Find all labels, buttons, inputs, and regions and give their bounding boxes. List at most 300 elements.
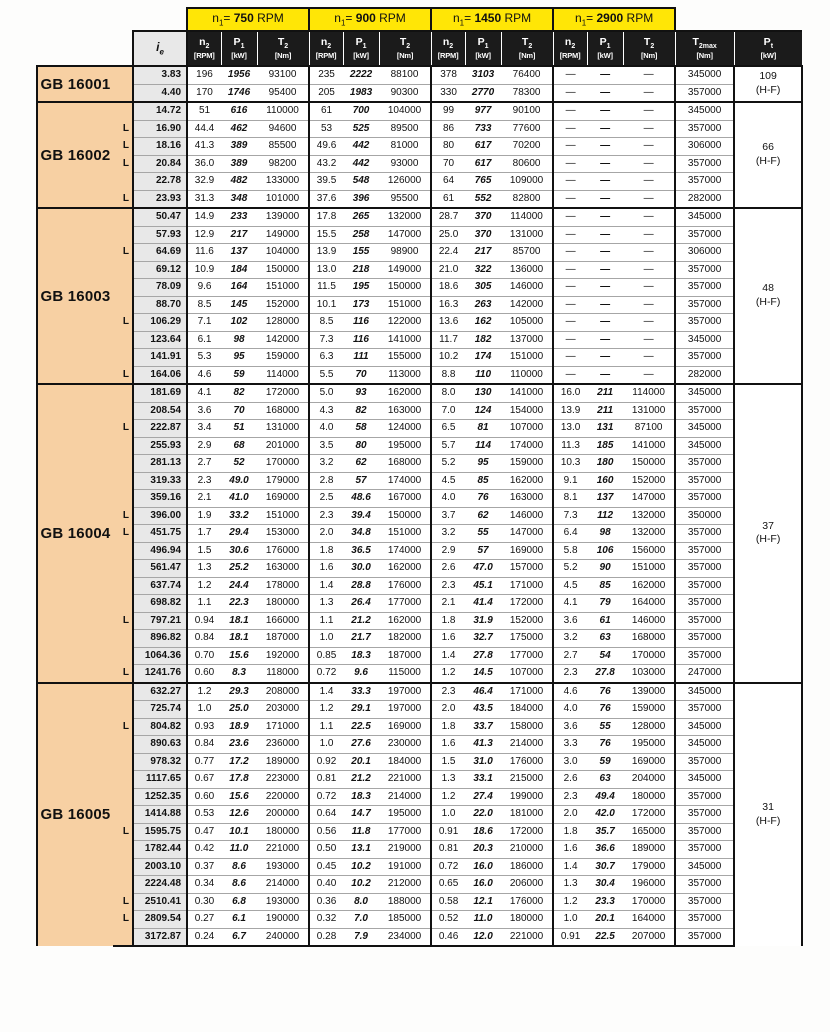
t2-value: 189000 [257,753,309,771]
p1-value: 8.6 [221,876,257,894]
p1-column-header: $P_1$ [kW] [343,31,379,66]
n2-value: — [553,190,587,208]
pt-note: (H-F) [755,533,781,546]
t2-value: 172000 [623,806,675,824]
ie-symbol: i [156,40,160,55]
t2-value: 152000 [501,612,553,630]
p1-value: 20.1 [587,911,623,929]
n2-value: 1.4 [309,683,343,701]
p1-value: 82 [221,384,257,402]
t2-value: 90300 [379,84,431,102]
p1-value: 552 [465,190,501,208]
t2-value: 186000 [501,858,553,876]
ie-value: 181.69 [133,384,187,402]
t2max-value: 345000 [675,420,734,438]
l-marker [113,402,133,420]
n2-value: 7.0 [431,402,465,420]
p1-value: 11.0 [221,841,257,859]
t2-value: 195000 [379,806,431,824]
t2-value: 168000 [623,630,675,648]
p1-value: 8.3 [221,665,257,683]
t2-value: — [623,190,675,208]
t2max-value: 357000 [675,823,734,841]
t2-value: 146000 [623,612,675,630]
t2-value: 221000 [501,928,553,946]
p1-value: 48.6 [343,490,379,508]
p1-value: 49.4 [587,788,623,806]
n2-value: 1.0 [309,736,343,754]
t2max-value: 350000 [675,507,734,525]
p1-value: 130 [465,384,501,402]
n2-value: 235 [309,66,343,84]
p1-value: 54 [587,647,623,665]
n2-value: 0.91 [553,928,587,946]
ie-value: 978.32 [133,753,187,771]
n2-value: — [553,349,587,367]
t2-value: 131000 [623,402,675,420]
n2-value: 0.84 [187,736,221,754]
pt-value [734,102,802,208]
t2-value: 149000 [379,261,431,279]
l-marker: L [113,366,133,384]
n2-column-header: $n_2$ [RPM] [431,31,465,66]
l-marker [113,595,133,613]
p1-value: 370 [465,226,501,244]
n2-column-header: $n_2$ [RPM] [553,31,587,66]
t2-value: 180000 [501,911,553,929]
table-row [37,507,802,525]
p1-value: 76 [587,736,623,754]
t2-column-header: $T_2$ [Nm] [501,31,553,66]
l-marker [113,384,133,402]
p1-value: 3103 [465,66,501,84]
p1-value: 6.8 [221,893,257,911]
n2-value: 2.3 [309,507,343,525]
l-marker: L [113,155,133,173]
ie-value: 23.93 [133,190,187,208]
table-row [37,911,802,929]
t2-value: 124000 [379,420,431,438]
p1-value: 41.4 [465,595,501,613]
n2-value: 1.0 [309,630,343,648]
t2-value: 187000 [379,647,431,665]
n2-value: 0.27 [187,911,221,929]
n2-value: 7.3 [309,331,343,349]
rpm-750-header [187,8,309,31]
n2-value: 25.0 [431,226,465,244]
t2-value: 196000 [623,876,675,894]
n2-value: 0.53 [187,806,221,824]
l-marker [113,788,133,806]
p1-value: 160 [587,472,623,490]
pt-note: (H-F) [755,296,781,308]
rpm-1450-header [431,8,553,31]
p1-value: — [587,349,623,367]
t2max-value: 357000 [675,595,734,613]
p1-value: — [587,190,623,208]
rpm-value: 750 [233,11,254,26]
p1-value: 10.2 [343,858,379,876]
l-marker: L [113,525,133,543]
p1-value: 11.8 [343,823,379,841]
l-marker: L [113,893,133,911]
table-row [37,560,802,578]
n2-value: 0.28 [309,928,343,946]
ie-value: 725.74 [133,701,187,719]
t2-value: 113000 [379,366,431,384]
pt-number: 31 [762,801,774,814]
n2-value: 1.0 [187,701,221,719]
t2max-value: 357000 [675,84,734,102]
n2-value: 2.0 [309,525,343,543]
n2-value: 205 [309,84,343,102]
p1-value: — [587,279,623,297]
p1-value: 21.7 [343,630,379,648]
ie-value: 890.63 [133,736,187,754]
n2-value: 0.46 [431,928,465,946]
ie-value: 3172.87 [133,928,187,946]
pt-note: (H-F) [755,84,781,96]
t2-value: — [623,279,675,297]
n2-value: 1.0 [553,911,587,929]
table-row [37,102,802,120]
p1-value: 12.6 [221,806,257,824]
l-marker [113,577,133,595]
t2max-value: 247000 [675,665,734,683]
p1-value: 9.6 [343,665,379,683]
p1-value: 39.4 [343,507,379,525]
n2-value: 61 [431,190,465,208]
p1-value: 25.2 [221,560,257,578]
p1-value: 137 [221,244,257,262]
n2-value: 5.5 [309,366,343,384]
n2-value: 0.72 [309,788,343,806]
ie-value: 50.47 [133,208,187,226]
t2max-column-header: $T_{2max}$ [Nm] [675,31,734,66]
p1-value: 70 [221,402,257,420]
ie-value: 632.27 [133,683,187,701]
n2-value: 64 [431,173,465,191]
n2-value: 4.6 [187,366,221,384]
p1-value: 30.0 [343,560,379,578]
p1-value: 29.1 [343,701,379,719]
p1-value: 185 [587,437,623,455]
n2-value: 3.0 [553,753,587,771]
n2-value: 1.1 [309,612,343,630]
t2-value: 184000 [501,701,553,719]
n2-value: 0.72 [431,858,465,876]
t2-value: 203000 [257,701,309,719]
table-row [37,190,802,208]
pt-value [734,384,802,683]
p1-value: 11.0 [465,911,501,929]
t2-value: 93100 [257,66,309,84]
p1-value: 36.6 [587,841,623,859]
ie-column-header [133,31,187,66]
l-marker [113,560,133,578]
rpm-2900-header [553,8,675,31]
l-marker [113,542,133,560]
t2max-value: 345000 [675,718,734,736]
t2-value: 142000 [257,331,309,349]
ie-value: 222.87 [133,420,187,438]
p1-value: 14.7 [343,806,379,824]
table-row [37,420,802,438]
p1-value: 16.0 [465,858,501,876]
ie-value: 1782.44 [133,841,187,859]
t2-value: 164000 [623,595,675,613]
p1-value: — [587,120,623,138]
n2-value: 9.6 [187,279,221,297]
p1-value: 180 [587,455,623,473]
n2-value: 1.1 [309,718,343,736]
n2-value: 13.0 [309,261,343,279]
t2-value: 163000 [501,490,553,508]
p1-value: 124 [465,402,501,420]
n2-value: 11.6 [187,244,221,262]
p1-value: 41.0 [221,490,257,508]
t2-value: — [623,331,675,349]
t2-value: 109000 [501,173,553,191]
t2max-value: 357000 [675,155,734,173]
n2-value: — [553,279,587,297]
n2-value: 330 [431,84,465,102]
n2-value: 0.81 [309,771,343,789]
group-label: GB 16001 [37,66,113,102]
l-marker [113,928,133,946]
table-row [37,208,802,226]
ie-value: 69.12 [133,261,187,279]
p1-value: 616 [221,102,257,120]
t2-value: — [623,102,675,120]
table-row [37,331,802,349]
n2-value: 3.4 [187,420,221,438]
n2-value: 99 [431,102,465,120]
n2-value: 13.0 [553,420,587,438]
p1-value: — [587,84,623,102]
n1-subscript: 1 [218,18,224,28]
n2-value: 2.7 [187,455,221,473]
n1-symbol: n [452,11,460,26]
group-label: GB 16005 [37,683,113,947]
t2-value: 201000 [257,437,309,455]
t2max-value: 357000 [675,788,734,806]
n2-value: — [553,84,587,102]
p1-value: 51 [221,420,257,438]
p1-value: 93 [343,384,379,402]
p1-value: 174 [465,349,501,367]
pt-note: (H-F) [755,155,781,167]
t2-value: 177000 [501,647,553,665]
n2-value: 2.8 [309,472,343,490]
n2-value: 0.81 [431,841,465,859]
n2-value: 1.8 [309,542,343,560]
ie-value: 797.21 [133,612,187,630]
t2-value: 187000 [257,630,309,648]
p1-value: 10.2 [343,876,379,894]
l-marker [113,173,133,191]
p1-value: 106 [587,542,623,560]
p1-value: 17.8 [221,771,257,789]
n2-value: 2.3 [553,788,587,806]
pt-value [734,683,802,947]
p1-value: 81 [465,420,501,438]
p1-value: 45.1 [465,577,501,595]
ie-value: 88.70 [133,296,187,314]
t2-value: 132000 [623,507,675,525]
header-spacer-left [37,8,187,31]
p1-value: 55 [465,525,501,543]
p1-value: 525 [343,120,379,138]
ie-value: 208.54 [133,402,187,420]
t2-value: 176000 [257,542,309,560]
n2-value: 8.0 [431,384,465,402]
l-marker: L [113,120,133,138]
table-row [37,472,802,490]
t2-value: 176000 [501,893,553,911]
t2-value: — [623,314,675,332]
p1-value: 15.6 [221,647,257,665]
t2-value: 152000 [623,472,675,490]
p1-value: 57 [343,472,379,490]
p1-value: 22.3 [221,595,257,613]
t2-value: 169000 [379,718,431,736]
t2-value: 169000 [501,542,553,560]
t2-value: 190000 [257,911,309,929]
pt-column-header: $P_t$ [kW] [734,31,802,66]
p1-value: 217 [221,226,257,244]
p1-value: 41.3 [465,736,501,754]
n2-value: 2.9 [187,437,221,455]
p1-value: 112 [587,507,623,525]
p1-value: 55 [587,718,623,736]
n2-value: 5.2 [553,560,587,578]
n2-value: 2.9 [431,542,465,560]
n2-value: 0.45 [309,858,343,876]
n1-subscript: 1 [581,18,587,28]
t2-value: — [623,84,675,102]
n2-value: 53 [309,120,343,138]
t2-value: 159000 [623,701,675,719]
t2max-value: 345000 [675,858,734,876]
l-marker: L [113,420,133,438]
l-marker [113,736,133,754]
p1-value: 31.0 [465,753,501,771]
t2-value: 128000 [623,718,675,736]
n2-value: 4.1 [187,384,221,402]
n2-value: 1.6 [431,736,465,754]
t2-value: 174000 [379,472,431,490]
t2max-value: 306000 [675,138,734,156]
n2-value: 12.9 [187,226,221,244]
n2-value: 18.6 [431,279,465,297]
t2-value: 70200 [501,138,553,156]
p1-value: 18.9 [221,718,257,736]
ie-value: 896.82 [133,630,187,648]
t2max-value: 357000 [675,120,734,138]
t2max-value: 357000 [675,753,734,771]
n2-value: 32.9 [187,173,221,191]
n2-value: — [553,155,587,173]
pt-value [734,66,802,102]
p1-value: — [587,102,623,120]
l-marker [113,490,133,508]
t2-value: 169000 [623,753,675,771]
n2-value: 6.3 [309,349,343,367]
t2-value: 150000 [623,455,675,473]
l-marker [113,858,133,876]
t2-value: — [623,138,675,156]
n2-value: 1.3 [309,595,343,613]
p1-value: 8.6 [221,858,257,876]
n2-value: 0.85 [309,647,343,665]
p1-value: — [587,226,623,244]
t2-value: 89500 [379,120,431,138]
t2-value: 98900 [379,244,431,262]
n2-value: 80 [431,138,465,156]
p1-value: 442 [343,138,379,156]
ie-value: 2809.54 [133,911,187,929]
t2max-value: 357000 [675,911,734,929]
t2-value: 220000 [257,788,309,806]
p1-value: 22.5 [343,718,379,736]
t2max-value: 357000 [675,296,734,314]
t2-value: 155000 [379,349,431,367]
ie-value: 319.33 [133,472,187,490]
p1-value: 13.1 [343,841,379,859]
p1-value: 233 [221,208,257,226]
n2-value: 0.24 [187,928,221,946]
t2-value: 136000 [501,261,553,279]
n2-value: 196 [187,66,221,84]
n2-value: 17.8 [309,208,343,226]
t2-value: 94600 [257,120,309,138]
t2-value: 103000 [623,665,675,683]
n2-value: 1.6 [553,841,587,859]
l-marker [113,630,133,648]
n2-value: 2.3 [431,683,465,701]
n2-value: 1.0 [431,806,465,824]
p1-value: 265 [343,208,379,226]
t2-value: — [623,173,675,191]
p1-value: 17.2 [221,753,257,771]
t2-value: 214000 [501,736,553,754]
n2-value: — [553,314,587,332]
t2-column-header: $T_2$ [Nm] [257,31,309,66]
l-marker [113,771,133,789]
n2-value: 11.5 [309,279,343,297]
p1-value: 110 [465,366,501,384]
p1-value: 98 [221,331,257,349]
p1-value: 145 [221,296,257,314]
t2max-value: 357000 [675,542,734,560]
n2-value: 0.37 [187,858,221,876]
n2-value: 86 [431,120,465,138]
table-row [37,928,802,946]
n2-value: 8.5 [187,296,221,314]
p1-value: 6.1 [221,911,257,929]
p1-value: 31.9 [465,612,501,630]
p1-value: 80 [343,437,379,455]
t2-value: 215000 [501,771,553,789]
p1-value: 46.4 [465,683,501,701]
t2max-value: 357000 [675,173,734,191]
n2-value: 3.6 [553,718,587,736]
n2-value: 1.4 [309,577,343,595]
p1-value: 977 [465,102,501,120]
l-marker: L [113,244,133,262]
table-row [37,66,802,84]
